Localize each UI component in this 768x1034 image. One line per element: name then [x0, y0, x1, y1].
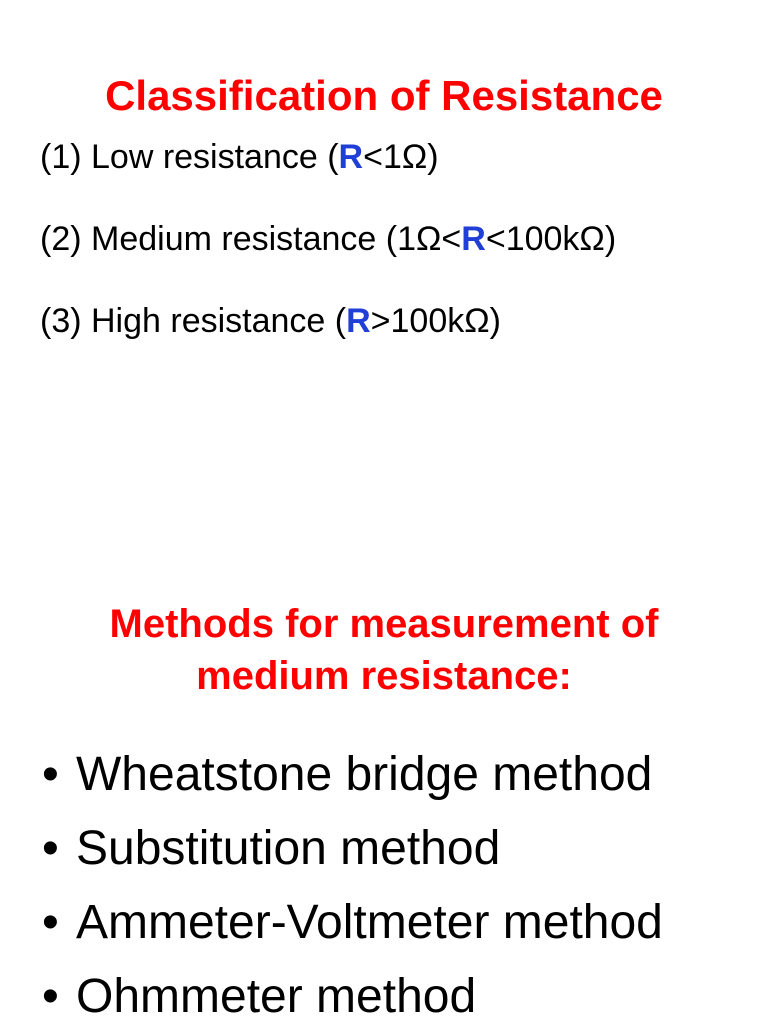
- list-item: [42, 738, 663, 812]
- page-title: Classification of Resistance: [105, 72, 663, 119]
- classification-prefix: (3) High resistance (: [40, 302, 347, 340]
- method-label: Ohmmeter method: [76, 970, 477, 1023]
- method-label: Ammeter-Voltmeter method: [76, 896, 663, 949]
- method-label: Substitution method: [76, 822, 501, 875]
- methods-list: [42, 738, 663, 1034]
- classification-prefix: (1) Low resistance (: [40, 138, 339, 176]
- classification-suffix: >100kΩ): [370, 302, 501, 340]
- classification-item-high: [40, 300, 501, 342]
- list-item: [42, 812, 663, 886]
- bullet-icon: •: [42, 822, 59, 875]
- classification-suffix: <1Ω): [363, 138, 439, 176]
- resistance-symbol: R: [346, 302, 371, 340]
- classification-suffix: <100kΩ): [485, 220, 617, 258]
- list-item: [42, 960, 663, 1034]
- methods-heading-line-2: medium resistance:: [196, 654, 572, 698]
- methods-heading-line-1: Methods for measurement of: [109, 602, 659, 646]
- list-item: [42, 886, 663, 960]
- classification-prefix: (2) Medium resistance (1Ω<: [40, 220, 462, 258]
- classification-item-medium: [40, 218, 616, 260]
- method-label: Wheatstone bridge method: [76, 748, 653, 801]
- classification-item-low: [40, 136, 439, 178]
- bullet-icon: •: [42, 748, 59, 801]
- resistance-symbol: R: [338, 138, 364, 176]
- methods-heading: [0, 598, 768, 702]
- resistance-symbol: R: [461, 220, 486, 258]
- bullet-icon: •: [42, 896, 59, 949]
- bullet-icon: •: [42, 970, 59, 1023]
